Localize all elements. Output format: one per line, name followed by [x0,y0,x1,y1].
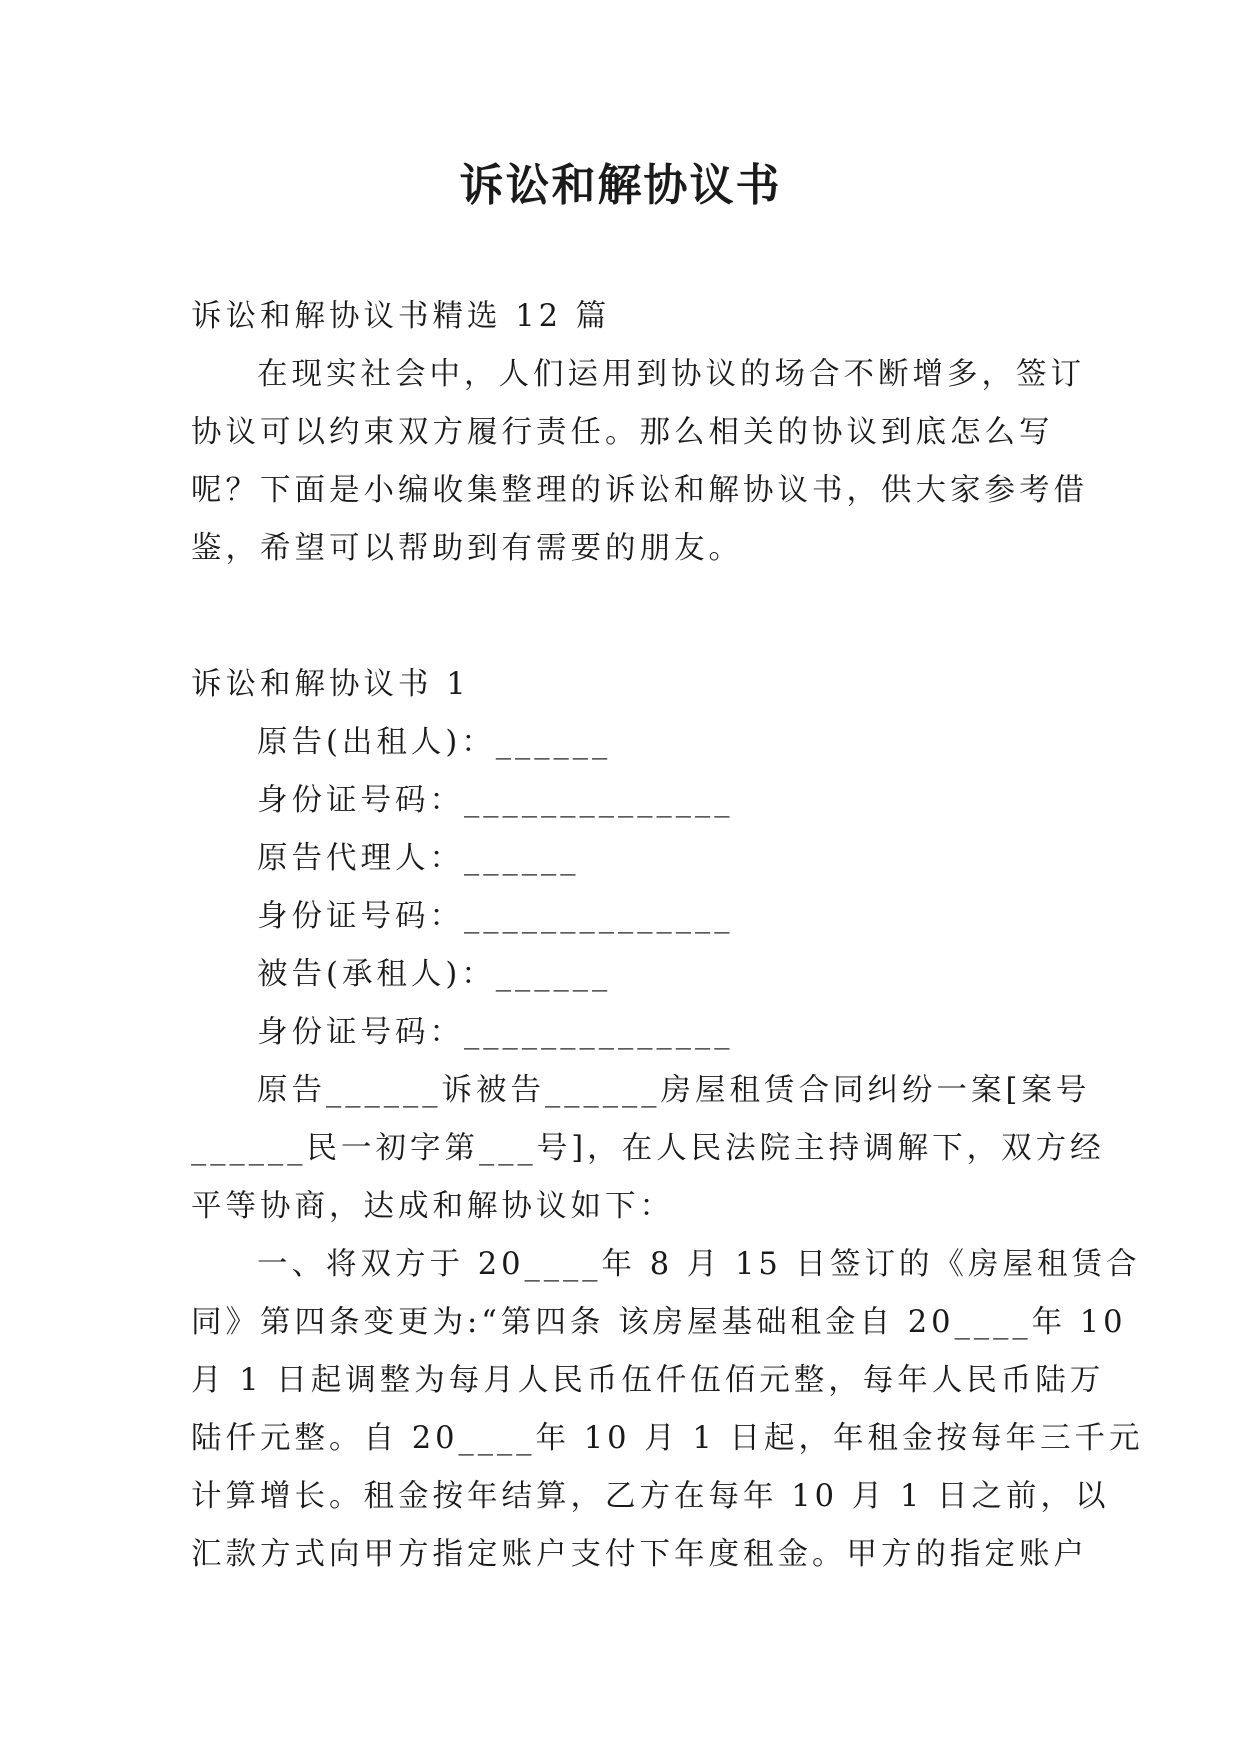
party-line-plaintiff-id: 身份证号码：______________ [257,783,734,818]
case-paragraph-line: 原告______诉被告______房屋租赁合同纠纷一案[案号 [257,1073,1091,1108]
party-line-agent-id: 身份证号码：______________ [257,899,734,934]
intro-paragraph-line: 在现实社会中，人们运用到协议的场合不断增多，签订 [257,357,1085,392]
case-paragraph-line: 平等协商，达成和解协议如下： [191,1189,674,1224]
intro-paragraph-line: 协议可以约束双方履行责任。那么相关的协议到底怎么写 [191,415,1054,450]
clause-paragraph-line: 汇款方式向甲方指定账户支付下年度租金。甲方的指定账户 [191,1537,1088,1572]
case-paragraph-line: ______民一初字第___号]，在人民法院主持调解下，双方经 [191,1131,1105,1166]
paragraph-gap [191,578,1059,656]
clause-paragraph-line: 计算增长。租金按年结算，乙方在每年 10 月 1 日之前，以 [191,1479,1110,1514]
party-line-plaintiff: 原告(出租人)：______ [257,725,612,760]
clause-paragraph-line: 陆仟元整。自 20____年 10 月 1 日起，年租金按每年三千元 [191,1421,1144,1456]
document-body [191,288,1144,1584]
intro-paragraph-line: 鉴，希望可以帮助到有需要的朋友。 [191,531,743,566]
party-line-defendant-id: 身份证号码：______________ [257,1015,734,1050]
party-line-agent: 原告代理人：______ [257,841,580,876]
clause-paragraph-line: 月 1 日起调整为每月人民币伍仟伍佰元整，每年人民币陆万 [191,1363,1105,1398]
section-heading: 诉讼和解协议书 1 [191,667,470,702]
document-title: 诉讼和解协议书 [459,160,782,211]
clause-paragraph-line: 一、将双方于 20____年 8 月 15 日签订的《房屋租赁合 [257,1247,1141,1282]
party-line-defendant: 被告(承租人)：______ [257,957,612,992]
subtitle: 诉讼和解协议书精选 12 篇 [191,299,611,334]
intro-paragraph-line: 呢？下面是小编收集整理的诉讼和解协议书，供大家参考借 [191,473,1088,508]
clause-paragraph-line: 同》第四条变更为:“第四条 该房屋基础租金自 20____年 10 [191,1305,1127,1340]
